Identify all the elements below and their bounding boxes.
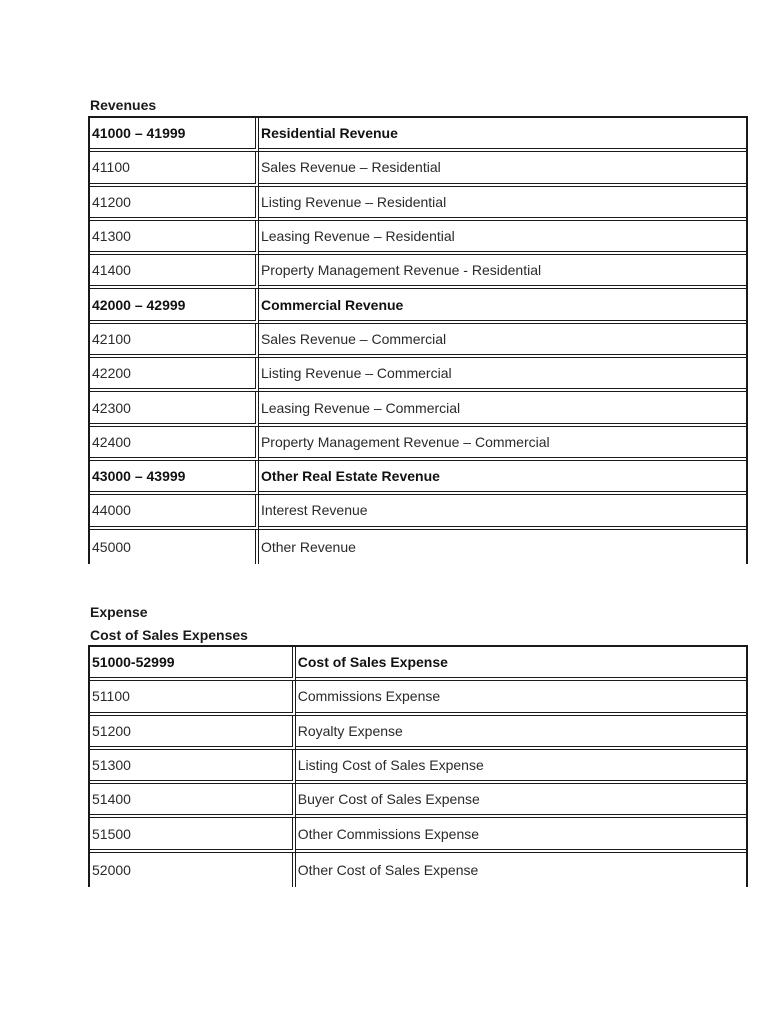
account-name: Residential Revenue	[259, 118, 746, 152]
account-name: Sales Revenue – Residential	[259, 152, 746, 186]
revenues-table-body	[90, 118, 746, 564]
account-name: Other Cost of Sales Expense	[297, 861, 479, 878]
account-code: 41400	[90, 255, 259, 289]
account-row	[90, 716, 746, 750]
account-row	[90, 784, 746, 818]
account-name: Leasing Revenue – Residential	[259, 221, 746, 255]
account-row	[90, 495, 746, 529]
account-name: Other Real Estate Revenue	[259, 461, 746, 495]
account-name: Sales Revenue – Commercial	[259, 324, 746, 358]
account-code: 44000	[90, 495, 259, 529]
account-row	[90, 750, 746, 784]
account-group-row	[90, 118, 746, 152]
account-code: 51100	[90, 681, 296, 715]
account-code: 41100	[90, 152, 259, 186]
account-code: 41300	[90, 221, 259, 255]
account-row	[90, 392, 746, 426]
account-row	[90, 681, 746, 715]
account-row	[90, 187, 746, 221]
account-code: 42200	[90, 358, 259, 392]
account-name: Buyer Cost of Sales Expense	[296, 784, 746, 818]
account-name: Property Management Revenue - Residential	[259, 255, 746, 289]
account-code: 42300	[90, 392, 259, 426]
account-code: 51500	[90, 818, 296, 852]
account-name: Royalty Expense	[296, 716, 746, 750]
account-name: Listing Revenue – Commercial	[259, 358, 746, 392]
revenues-table	[88, 116, 748, 564]
expense-table-body	[90, 647, 746, 887]
expense-table	[88, 645, 748, 887]
account-row	[90, 818, 746, 852]
revenues-heading: Revenues	[90, 97, 157, 113]
account-name: Interest Revenue	[259, 495, 746, 529]
account-code: 42100	[90, 324, 259, 358]
cost-of-sales-subheading: Cost of Sales Expenses	[90, 627, 248, 643]
account-code: 45000	[90, 530, 259, 564]
account-code: 52000	[90, 853, 296, 887]
account-code: 42000 – 42999	[90, 289, 259, 323]
account-row	[90, 358, 746, 392]
account-code: 51200	[90, 716, 296, 750]
account-name: Other Commissions Expense	[296, 818, 746, 852]
account-group-row	[90, 647, 746, 681]
account-row	[90, 221, 746, 255]
account-row	[90, 255, 746, 289]
account-code: 42400	[90, 427, 259, 461]
account-row	[90, 324, 746, 358]
account-code: 41000 – 41999	[90, 118, 259, 152]
account-name: Leasing Revenue – Commercial	[259, 392, 746, 426]
account-row	[90, 853, 746, 887]
expense-heading: Expense	[90, 604, 148, 620]
account-code: 51300	[90, 750, 296, 784]
account-name: Property Management Revenue – Commercial	[259, 427, 746, 461]
account-code: 41200	[90, 187, 259, 221]
account-name: Listing Revenue – Residential	[259, 187, 746, 221]
account-name: Cost of Sales Expense	[296, 647, 746, 681]
account-code: 51400	[90, 784, 296, 818]
account-name: Listing Cost of Sales Expense	[296, 750, 746, 784]
account-row	[90, 152, 746, 186]
account-row	[90, 530, 746, 564]
account-name: Commercial Revenue	[259, 289, 746, 323]
account-code: 43000 – 43999	[90, 461, 259, 495]
account-group-row	[90, 289, 746, 323]
account-code: 51000-52999	[90, 647, 296, 681]
account-name: Other Revenue	[260, 538, 356, 555]
account-group-row	[90, 461, 746, 495]
account-name: Commissions Expense	[296, 681, 746, 715]
account-row	[90, 427, 746, 461]
